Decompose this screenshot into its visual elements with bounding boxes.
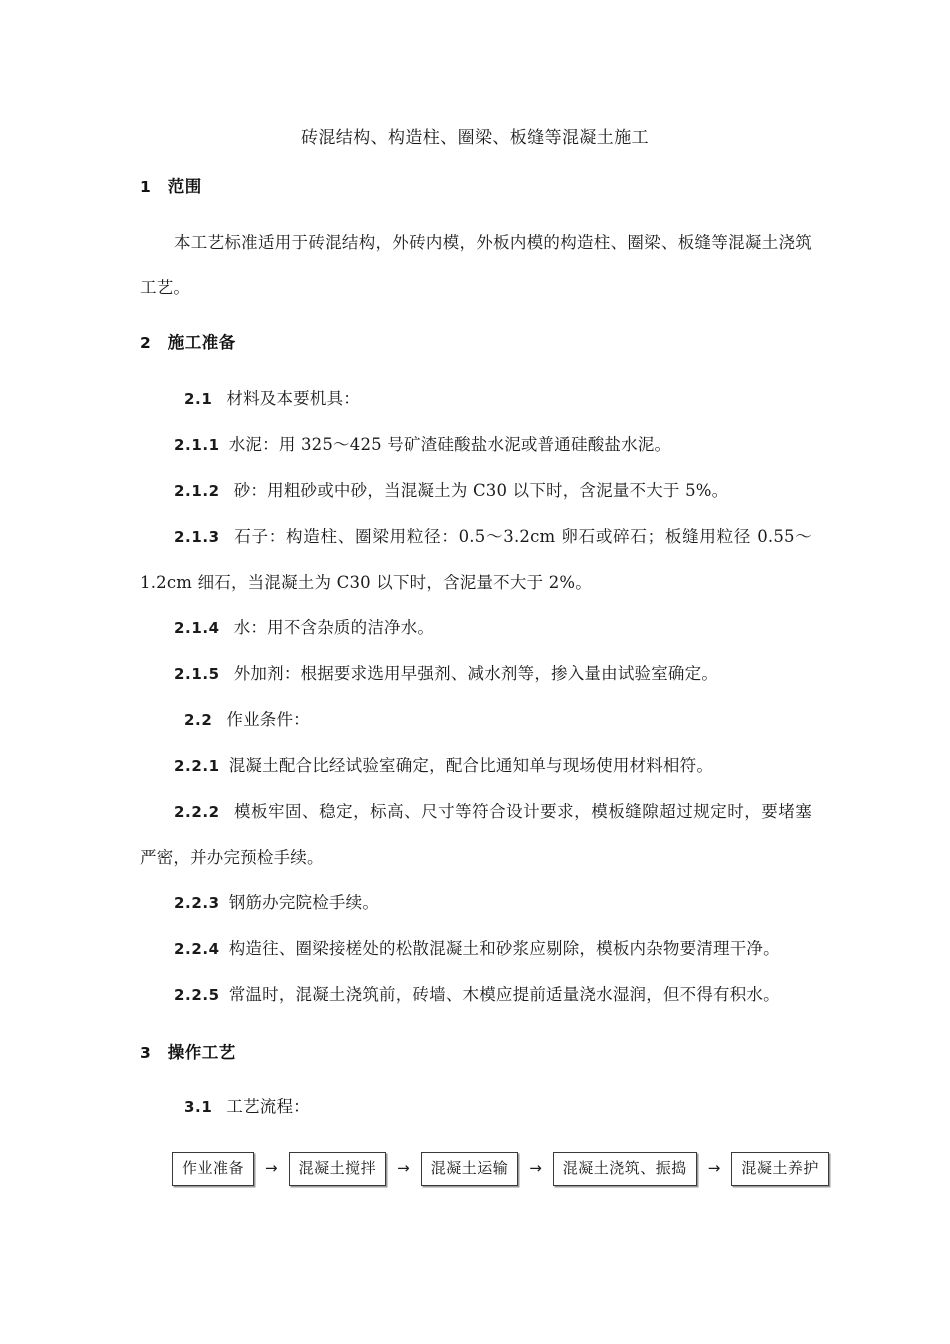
clause-number: 2.2.2	[174, 803, 220, 821]
flow-step-1: 作业准备	[172, 1152, 254, 1186]
clause-text: 钢筋办完院检手续。	[228, 893, 380, 912]
clause-number: 2.2.1	[174, 757, 220, 775]
section-title: 操作工艺	[167, 1043, 236, 1062]
clause-number: 2.2.5	[174, 986, 220, 1004]
clause-number: 2.1.4	[174, 619, 220, 637]
clause-number: 2.1	[184, 390, 213, 408]
clause-2-2-1	[140, 743, 812, 789]
section-heading-2	[140, 328, 812, 358]
clause-2-2-3	[140, 880, 812, 926]
document-title: 砖混结构、构造柱、圈梁、板缝等混凝土施工	[301, 128, 649, 148]
clause-text: 混凝土配合比经试验室确定，配合比通知单与现场使用材料相符。	[228, 756, 714, 775]
arrow-right-icon-4: →	[707, 1158, 721, 1177]
process-flowchart	[172, 1152, 829, 1186]
clause-text: 工艺流程：	[226, 1097, 310, 1116]
clause-2-1-1	[140, 422, 812, 468]
flow-step-5: 混凝土养护	[731, 1152, 829, 1186]
clause-2-1	[140, 376, 812, 422]
clause-number: 2.2.4	[174, 940, 220, 958]
arrow-right-icon-2: →	[397, 1158, 410, 1177]
clause-text: 构造往、圈梁接槎处的松散混凝土和砂浆应剔除，模板内杂物要清理干净。	[228, 939, 780, 958]
clause-number: 2.1.5	[174, 665, 220, 683]
section-number: 1	[140, 178, 151, 196]
clause-text: 石子：构造柱、圈梁用粒径：0.5～3.2cm 卵石或碎石；板缝用粒径 0.55～1.2cm 细石，当混凝土为 C30 以下时，含泥量不大于 2%。	[140, 527, 812, 592]
section-number: 2	[140, 334, 151, 352]
clause-number: 2.1.1	[174, 436, 220, 454]
clause-number: 2.2.3	[174, 894, 220, 912]
clause-text: 外加剂：根据要求选用早强剂、减水剂等，掺入量由试验室确定。	[233, 664, 719, 683]
clause-2-1-4	[140, 605, 812, 651]
flow-step-2: 混凝土搅拌	[289, 1152, 387, 1186]
arrow-right-icon-3: →	[529, 1158, 542, 1177]
clause-text: 砂：用粗砂或中砂，当混凝土为 C30 以下时，含泥量不大于 5%。	[233, 481, 729, 500]
section-number: 3	[140, 1044, 151, 1062]
arrow-right-icon-1: →	[265, 1158, 278, 1177]
clause-2-2-4	[140, 926, 812, 972]
section-heading-1	[140, 172, 812, 202]
clause-number: 3.1	[184, 1098, 213, 1116]
clause-2-1-5	[140, 651, 812, 697]
section-heading-3	[140, 1038, 812, 1068]
clause-2-2	[140, 697, 812, 743]
clause-text: 作业条件：	[226, 710, 310, 729]
clause-number: 2.1.3	[174, 528, 220, 546]
clause-text: 水：用不含杂质的洁净水。	[233, 618, 435, 637]
clause-3-1	[140, 1084, 812, 1130]
clause-text: 模板牢固、稳定，标高、尺寸等符合设计要求，模板缝隙超过规定时，要堵塞严密，并办完预检手续。	[140, 802, 812, 867]
clause-text: 材料及本要机具：	[226, 389, 360, 408]
clause-text: 水泥：用 325～425 号矿渣硅酸盐水泥或普通硅酸盐水泥。	[228, 435, 672, 454]
document-body	[140, 172, 812, 1130]
flow-step-4: 混凝土浇筑、振捣	[553, 1152, 697, 1186]
clause-2-2-5	[140, 972, 812, 1018]
clause-number: 2.1.2	[174, 482, 220, 500]
section-title: 施工准备	[167, 333, 236, 352]
section-1-paragraph: 本工艺标准适用于砖混结构，外砖内模，外板内模的构造柱、圈梁、板缝等混凝土浇筑工艺。	[140, 233, 812, 297]
clause-2-1-2	[140, 468, 812, 514]
clause-text: 常温时，混凝土浇筑前，砖墙、木模应提前适量浇水湿润，但不得有积水。	[228, 985, 780, 1004]
section-title: 范围	[167, 177, 202, 196]
clause-number: 2.2	[184, 711, 213, 729]
clause-2-2-2	[140, 789, 812, 880]
flow-step-3: 混凝土运输	[421, 1152, 519, 1186]
clause-2-1-3	[140, 514, 812, 605]
